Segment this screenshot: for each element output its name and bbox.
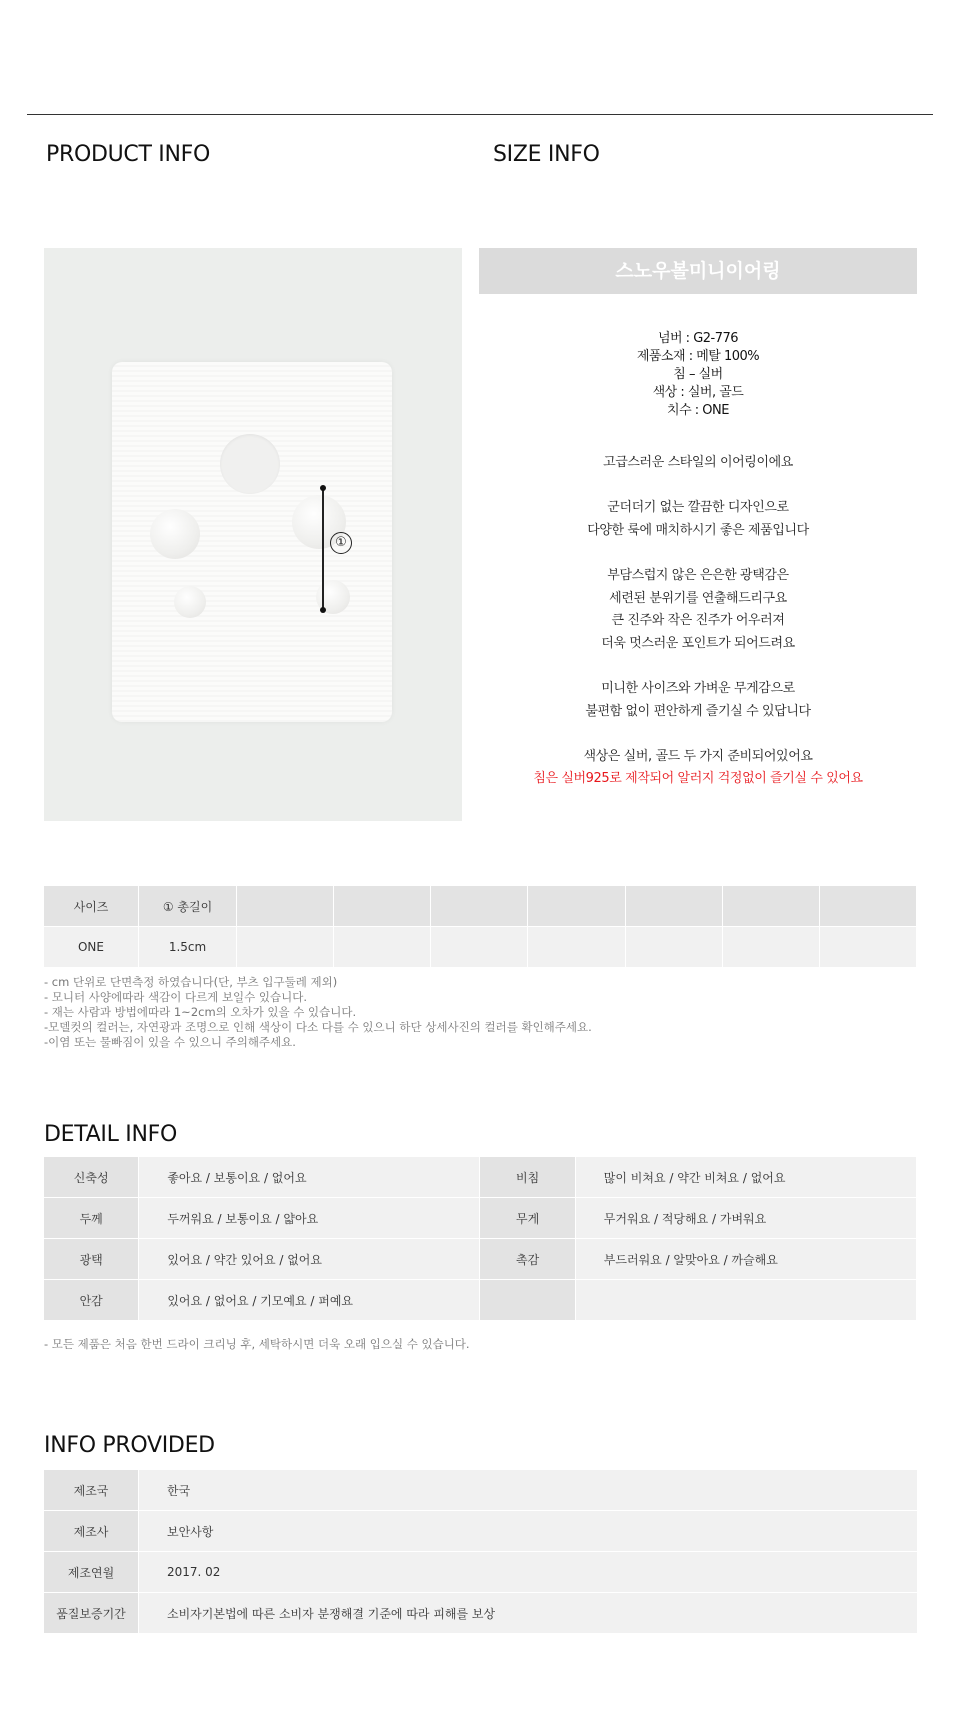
info-value: 보안사항 xyxy=(139,1511,918,1552)
table-cell xyxy=(528,886,625,927)
desc-line: 색상은 실버, 골드 두 가지 준비되어있어요 xyxy=(583,748,813,764)
product-info-heading: PRODUCT INFO xyxy=(46,142,211,167)
detail-label: 두께 xyxy=(44,1198,139,1239)
detail-label: 촉감 xyxy=(480,1239,575,1280)
detail-value: 두꺼워요 / 보통이요 / 얇아요 xyxy=(139,1198,480,1239)
detail-value: 많이 비쳐요 / 약간 비쳐요 / 없어요 xyxy=(575,1157,916,1198)
desc-line: 세련된 분위기를 연출해드리구요 xyxy=(609,590,787,606)
table-row xyxy=(44,1280,917,1321)
pearl-small-left xyxy=(174,586,206,618)
info-value: 2017. 02 xyxy=(139,1552,918,1593)
measure-dot-top xyxy=(320,485,326,491)
table-cell xyxy=(722,886,819,927)
detail-info-heading: DETAIL INFO xyxy=(44,1122,177,1147)
info-provided-heading: INFO PROVIDED xyxy=(44,1433,215,1458)
desc-line: 다양한 룩에 매치하시기 좋은 제품입니다 xyxy=(587,522,809,538)
note-line: - cm 단위로 단면측정 하였습니다(단, 부츠 입구둘레 제외) xyxy=(44,975,338,989)
spec-line: 넘버 : G2-776 xyxy=(657,331,739,346)
table-cell xyxy=(431,927,528,968)
info-value: 소비자기본법에 따른 소비자 분쟁해결 기준에 따라 피해를 보상 xyxy=(139,1593,918,1634)
table-cell xyxy=(528,927,625,968)
detail-value: 부드러워요 / 알맞아요 / 까슬해요 xyxy=(575,1239,916,1280)
spec-line: 침 – 실버 xyxy=(673,367,723,382)
desc-line: 미니한 사이즈와 가벼운 무게감으로 xyxy=(601,680,795,696)
spec-line: 제품소재 : 메탈 100% xyxy=(636,349,760,364)
table-cell xyxy=(334,927,431,968)
desc-line: 불편함 없이 편안하게 즐기실 수 있답니다 xyxy=(585,703,811,719)
table-row xyxy=(44,1552,917,1593)
top-divider xyxy=(27,114,933,115)
measure-line xyxy=(322,488,324,610)
detail-value: 있어요 / 약간 있어요 / 없어요 xyxy=(139,1239,480,1280)
size-notes xyxy=(44,975,592,1050)
note-line: - 모니터 사양에따라 색감이 다르게 보일수 있습니다. xyxy=(44,990,308,1004)
table-cell xyxy=(237,886,334,927)
info-table xyxy=(44,1470,917,1634)
table-cell: ① 총길이 xyxy=(139,886,237,927)
table-row xyxy=(44,1157,917,1198)
table-row xyxy=(44,1470,917,1511)
card-hole xyxy=(220,434,280,494)
detail-note: - 모든 제품은 처음 한번 드라이 크리닝 후, 세탁하시면 더욱 오래 입으실 수 있습니다. xyxy=(44,1337,470,1351)
desc-line: 부담스럽지 않은 은은한 광택감은 xyxy=(607,567,789,583)
desc-highlight: 침은 실버925로 제작되어 알러지 걱정없이 즐기실 수 있어요 xyxy=(533,771,863,787)
detail-label: 무게 xyxy=(480,1198,575,1239)
note-line: - 재는 사람과 방법에따라 1~2cm의 오차가 있을 수 있습니다. xyxy=(44,1005,357,1019)
table-cell xyxy=(431,886,528,927)
detail-value: 좋아요 / 보통이요 / 없어요 xyxy=(139,1157,480,1198)
product-photo xyxy=(44,248,462,821)
measure-dot-bottom xyxy=(320,607,326,613)
table-cell xyxy=(625,927,722,968)
pearl-large-left xyxy=(150,509,200,559)
product-specs xyxy=(479,330,917,420)
table-row xyxy=(44,927,917,968)
detail-label: 신축성 xyxy=(44,1157,139,1198)
table-cell: 1.5cm xyxy=(139,927,237,968)
table-cell: 사이즈 xyxy=(44,886,139,927)
detail-value: 무거워요 / 적당해요 / 가벼워요 xyxy=(575,1198,916,1239)
measure-number: ① xyxy=(330,532,352,554)
desc-line: 군더더기 없는 깔끔한 디자인으로 xyxy=(607,500,789,516)
info-value: 한국 xyxy=(139,1470,918,1511)
note-line: -모델컷의 컬러는, 자연광과 조명으로 인해 색상이 다소 다를 수 있으니 하단 상세사진의 컬러를 확인해주세요. xyxy=(44,1020,592,1034)
detail-label: 광택 xyxy=(44,1239,139,1280)
detail-value xyxy=(575,1280,916,1321)
table-cell xyxy=(722,927,819,968)
table-cell xyxy=(819,886,916,927)
note-line: -이염 또는 물빠짐이 있을 수 있으니 주의해주세요. xyxy=(44,1035,296,1049)
table-row xyxy=(44,1198,917,1239)
table-row xyxy=(44,1511,917,1552)
table-row xyxy=(44,1593,917,1634)
size-table xyxy=(44,886,917,968)
table-cell: ONE xyxy=(44,927,139,968)
product-name-bar: 스노우볼미니이어링 xyxy=(479,248,917,294)
product-description xyxy=(479,452,917,791)
spec-line: 치수 : ONE xyxy=(667,403,729,418)
desc-line: 고급스러운 스타일의 이어링이에요 xyxy=(603,455,793,470)
desc-line: 더욱 멋스러운 포인트가 되어드려요 xyxy=(601,635,795,651)
size-table-header xyxy=(44,886,917,927)
info-label: 제조국 xyxy=(44,1470,139,1511)
detail-label: 안감 xyxy=(44,1280,139,1321)
table-cell xyxy=(237,927,334,968)
info-label: 제조연월 xyxy=(44,1552,139,1593)
spec-line: 색상 : 실버, 골드 xyxy=(652,385,744,400)
table-row xyxy=(44,1239,917,1280)
table-cell xyxy=(334,886,431,927)
detail-label xyxy=(480,1280,575,1321)
table-cell xyxy=(819,927,916,968)
detail-table xyxy=(44,1157,917,1321)
detail-value: 있어요 / 없어요 / 기모예요 / 퍼예요 xyxy=(139,1280,480,1321)
size-info-heading: SIZE INFO xyxy=(493,142,600,167)
table-cell xyxy=(625,886,722,927)
info-label: 품질보증기간 xyxy=(44,1593,139,1634)
info-label: 제조사 xyxy=(44,1511,139,1552)
desc-line: 큰 진주와 작은 진주가 어우러져 xyxy=(611,613,785,629)
detail-label: 비침 xyxy=(480,1157,575,1198)
